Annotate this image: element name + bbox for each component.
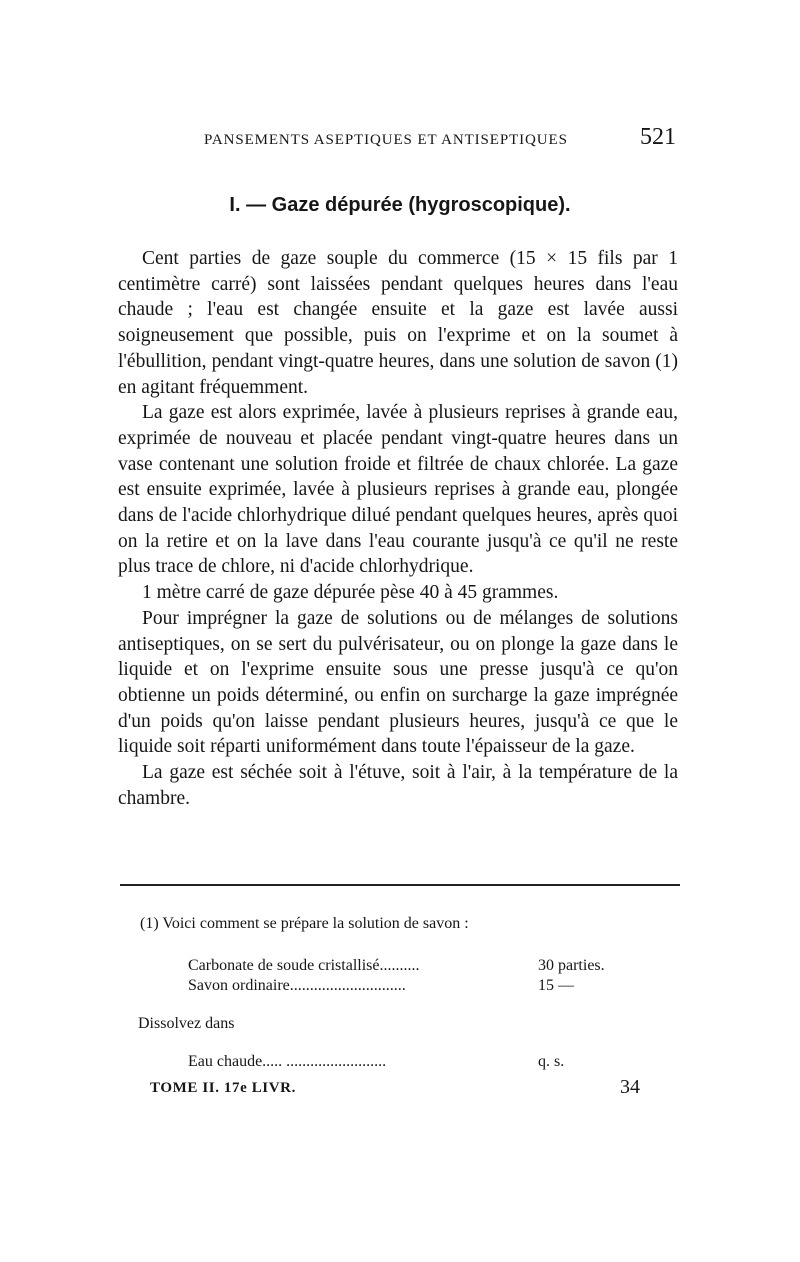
paragraph-3: 1 mètre carré de gaze dépurée pèse 40 à 45 grammes.: [142, 582, 559, 604]
running-title: PANSEMENTS ASEPTIQUES ET ANTISEPTIQUES: [204, 132, 568, 148]
recipe-quantity: q. s.: [538, 1053, 565, 1070]
recipe-quantity: 30 parties.: [538, 957, 605, 974]
signature-number: 34: [620, 1076, 640, 1098]
page-number: 521: [640, 124, 676, 150]
paragraph-1: Cent parties de gaze souple du commerce (15 × 15 fils par 1 centimètre carré) sont laissées pendant quelques heures dans l'eau chaude ; l'eau est changée ensuite et la gaze est lavée aussi soigneusement que possible, puis on l'exprime et on la soumet à l'ébullition, pendant vingt-quatre heures, dans une solution de savon (1) en agitant fréquemment.: [118, 248, 678, 398]
footnote-instruction: Dissolvez dans: [138, 1015, 235, 1032]
body-text: [118, 246, 678, 811]
footnote: [138, 912, 670, 1070]
recipe-quantity: 15 —: [538, 977, 574, 994]
printer-signature: [150, 1076, 640, 1106]
recipe-ingredient: Eau chaude..... .........................: [188, 1053, 387, 1070]
paragraph-2: La gaze est alors exprimée, lavée à plusieurs reprises à grande eau, exprimée de nouveau et placée pendant vingt-quatre heures dans un vase contenant une solution froide et filtrée de chaux chlorée. La gaze est ensuite exprimée, lavée à plusieurs reprises à grande eau, plongée dans de l'acide chlorhydrique dilué pendant quelques heures, après quoi on la retire et on la lave dans l'eau courante jusqu'à ce qu'il ne reste plus trace de chlore, ni d'acide chlorhydrique.: [118, 402, 678, 578]
section-title: I. — Gaze dépurée (hygroscopique).: [229, 194, 571, 216]
paragraph-4: Pour imprégner la gaze de solutions ou de mélanges de solutions antiseptiques, on se sert du pulvérisateur, ou on plonge la gaze dans le liquide et on l'exprime ensuite sous une presse jusqu'à ce qu'on obtienne un poids déterminé, ou enfin on surcharge la gaze imprégnée d'un poids qu'on laisse pendant plusieurs heures, jusqu'à ce que le liquide soit réparti uniformément dans toute l'épaisseur de la gaze.: [118, 607, 678, 758]
recipe-ingredient: Savon ordinaire.............................: [188, 977, 406, 994]
footnote-intro: (1) Voici comment se prépare la solution de savon :: [140, 915, 469, 932]
recipe-ingredient: Carbonate de soude cristallisé..........: [188, 957, 420, 974]
paragraph-5: La gaze est séchée soit à l'étuve, soit à l'air, à la température de la chambre.: [118, 762, 678, 809]
page-header: [200, 124, 676, 156]
signature-mark: TOME II. 17e LIVR.: [150, 1080, 296, 1096]
footnote-divider: [120, 884, 680, 886]
